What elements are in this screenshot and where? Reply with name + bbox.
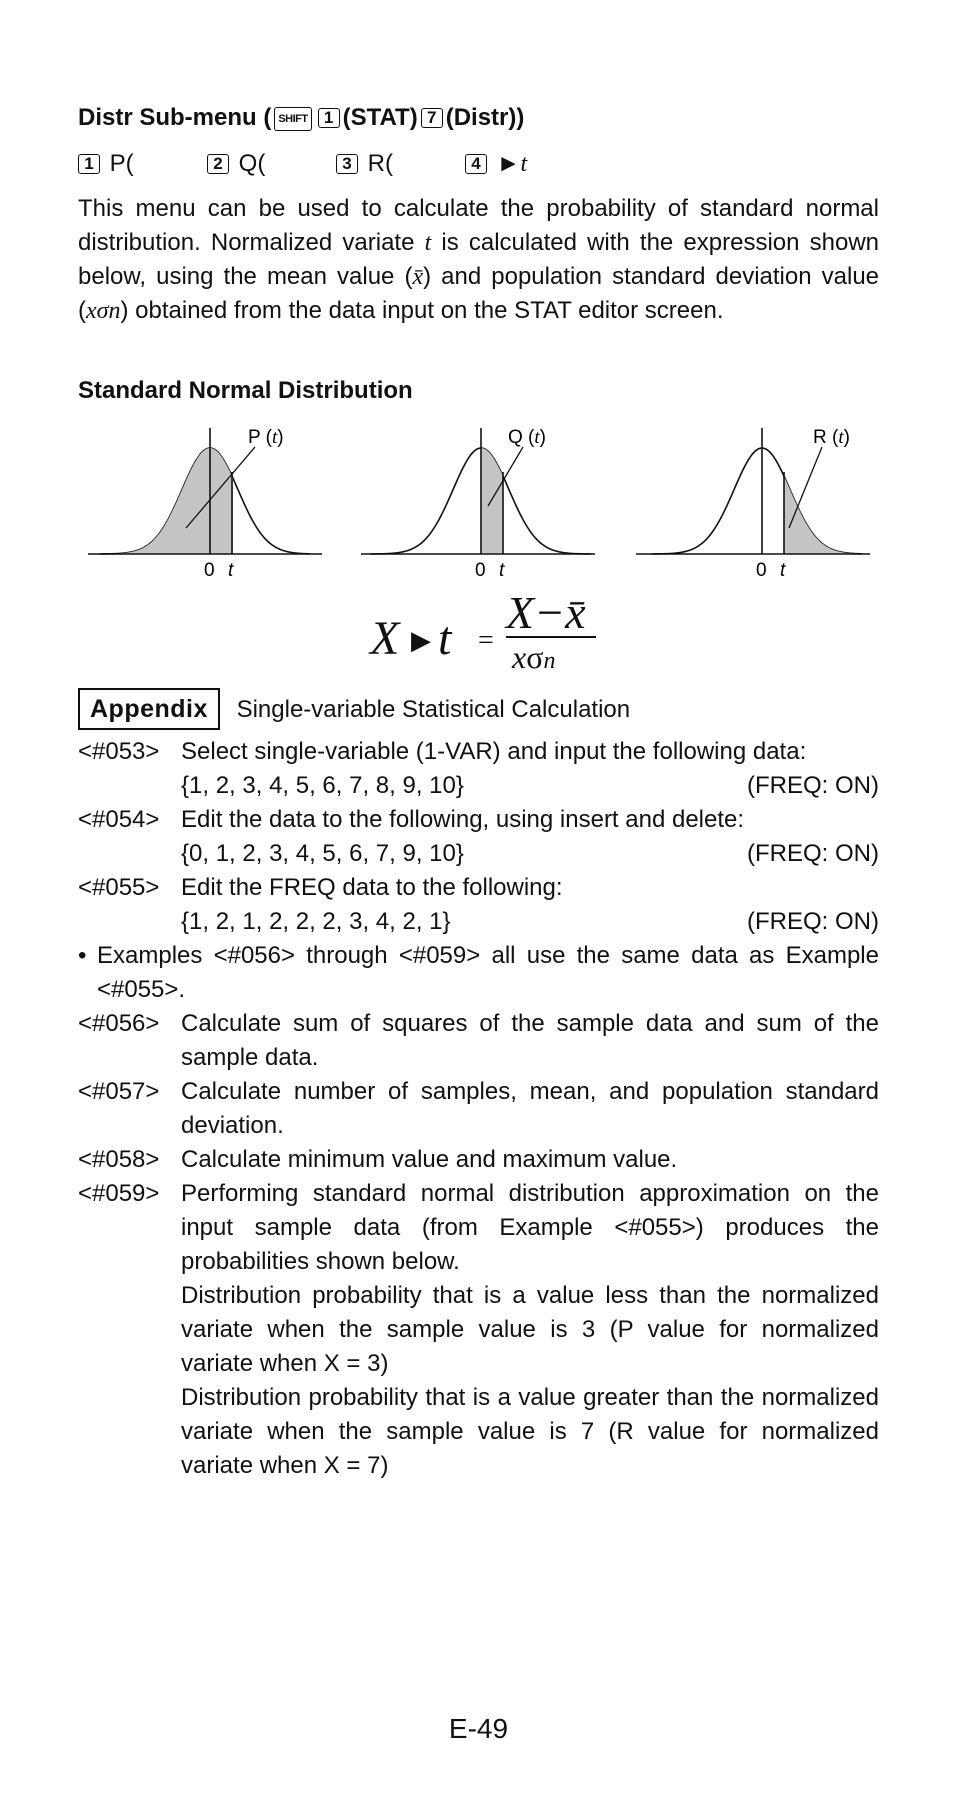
- page-number: E-49: [448, 1713, 509, 1744]
- zero-label-q: 0: [475, 560, 486, 581]
- graph-r: [636, 427, 870, 581]
- example-054: <#054> Edit the data to the following, using insert and delete: {0, 1, 2, 3, 4, 5, 6, 7, 9, 10} (FREQ: ON): [78, 806, 879, 867]
- shift-key-icon: SHIFT: [274, 107, 311, 131]
- shaded-area-p: [100, 448, 310, 554]
- zero-label-r: 0: [756, 560, 767, 581]
- t-label-p: t: [228, 560, 234, 581]
- example-055: <#055> Edit the FREQ data to the following: {1, 2, 1, 2, 2, 2, 3, 4, 2, 1} (FREQ: ON): [78, 874, 879, 935]
- graph-label-p: P (t): [248, 427, 284, 448]
- example-059: <#059> Performing standard normal distribution approximation on the input sample data (from Example <#055>) produces the probabilities shown below. Distribution probability that is a value less than the normalized variate when the sample value is 3 (P value for normalized variate when X = 3) Distribution probability that is a value greater than the normalized variate when the sample value is 7 (R value for normalized variate when X = 7): [78, 1180, 879, 1479]
- example-058: <#058> Calculate minimum value and maximum value.: [78, 1146, 678, 1173]
- distr-menu-options: [78, 147, 879, 181]
- key-3-icon: 3: [336, 154, 358, 174]
- example-053: <#053> Select single-variable (1-VAR) and input the following data: {1, 2, 3, 4, 5, 6, 7, 8, 9, 10} (FREQ: ON): [78, 738, 879, 799]
- distribution-graphs: [78, 420, 879, 590]
- zero-label-p: 0: [204, 560, 215, 581]
- normalized-variate-formula: X ▶ t = X−x̄ xσn: [370, 596, 670, 676]
- section-title: Standard Normal Distribution: [78, 377, 413, 404]
- menu-option-p: 1 P(: [78, 147, 134, 181]
- key-4-icon: 4: [465, 154, 487, 174]
- key-2-icon: 2: [207, 154, 229, 174]
- bullet-note: • Examples <#056> through <#059> all use the same data as Example <#055>.: [78, 942, 879, 1003]
- t-label-r: t: [780, 560, 786, 581]
- play-arrow-icon: ►: [496, 150, 521, 177]
- example-057: <#057> Calculate number of samples, mean, and population standard deviation.: [78, 1078, 879, 1139]
- bell-curve-r: [652, 448, 862, 554]
- shaded-area-r: [652, 448, 862, 554]
- menu-option-t: 4 ►t: [465, 147, 527, 181]
- appendix-box: Appendix: [78, 688, 220, 730]
- graph-label-r: R (t): [813, 427, 850, 448]
- appendix-title: Single-variable Statistical Calculation: [236, 696, 631, 723]
- menu-option-q: 2 Q(: [207, 147, 265, 181]
- play-arrow-icon: ▶: [411, 626, 431, 655]
- key-1-icon: 1: [318, 108, 340, 128]
- graph-label-q: Q (t): [508, 427, 546, 448]
- graph-p: [88, 427, 322, 581]
- graph-q: [361, 427, 595, 581]
- appendix-heading: [78, 688, 630, 730]
- intro-paragraph: This menu can be used to calculate the probability of standard normal distribution. Normalized variate t is calculated with the expression shown below, using the mean value (x̄) and population standard deviation value (xσn) obtained from the data input on the STAT editor screen.: [78, 195, 880, 324]
- fraction-bar: [506, 636, 596, 638]
- example-056: <#056> Calculate sum of squares of the sample data and sum of the sample data.: [78, 1010, 879, 1071]
- leader-line-r: [789, 447, 822, 528]
- menu-option-r: 3 R(: [336, 147, 393, 181]
- distr-submenu-heading: Distr Sub-menu ( SHIFT 1 (STAT) 7 (Distr)): [78, 104, 525, 131]
- key-7-icon: 7: [421, 108, 443, 128]
- t-label-q: t: [499, 560, 505, 581]
- key-1-icon: 1: [78, 154, 100, 174]
